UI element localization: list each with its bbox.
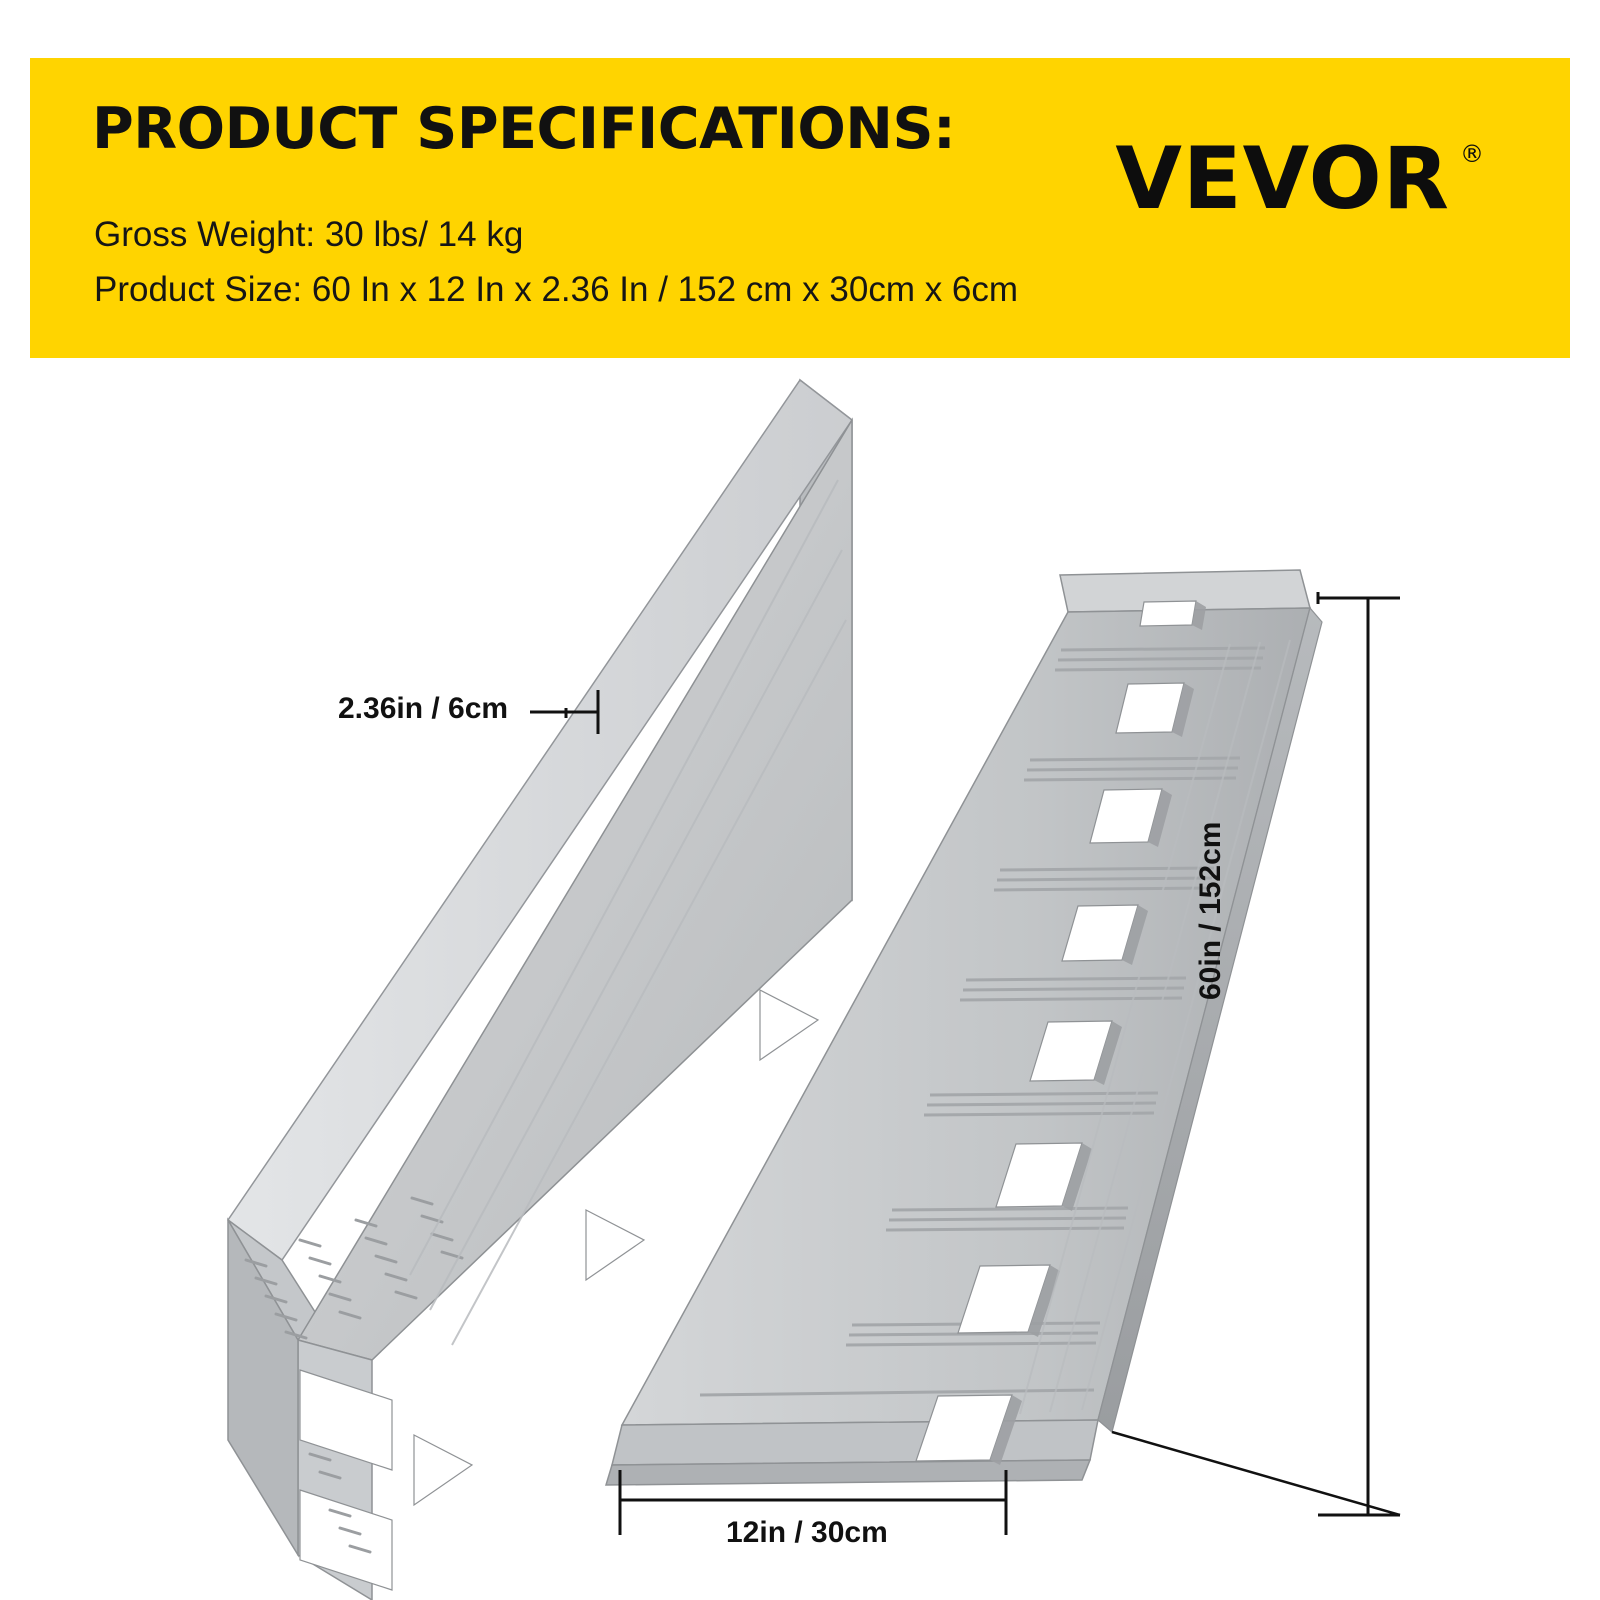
product-illustration: [0, 360, 1600, 1600]
registered-trademark-icon: ®: [1460, 140, 1484, 168]
vevor-logo: VEVOR: [1115, 129, 1450, 229]
page-title: PRODUCT SPECIFICATIONS:: [92, 96, 956, 162]
gross-weight-text: Gross Weight: 30 lbs/ 14 kg: [94, 215, 524, 254]
ramps-drawing: [0, 360, 1600, 1600]
dimension-length-label: 60in / 152cm: [1194, 821, 1227, 1000]
product-size-text: Product Size: 60 In x 12 In x 2.36 In / 152 cm x 30cm x 6cm: [94, 270, 1019, 309]
spec-banner: [30, 58, 1570, 358]
dimension-thickness-label: 2.36in / 6cm: [338, 692, 509, 725]
dimension-width-label: 12in / 30cm: [726, 1516, 888, 1549]
